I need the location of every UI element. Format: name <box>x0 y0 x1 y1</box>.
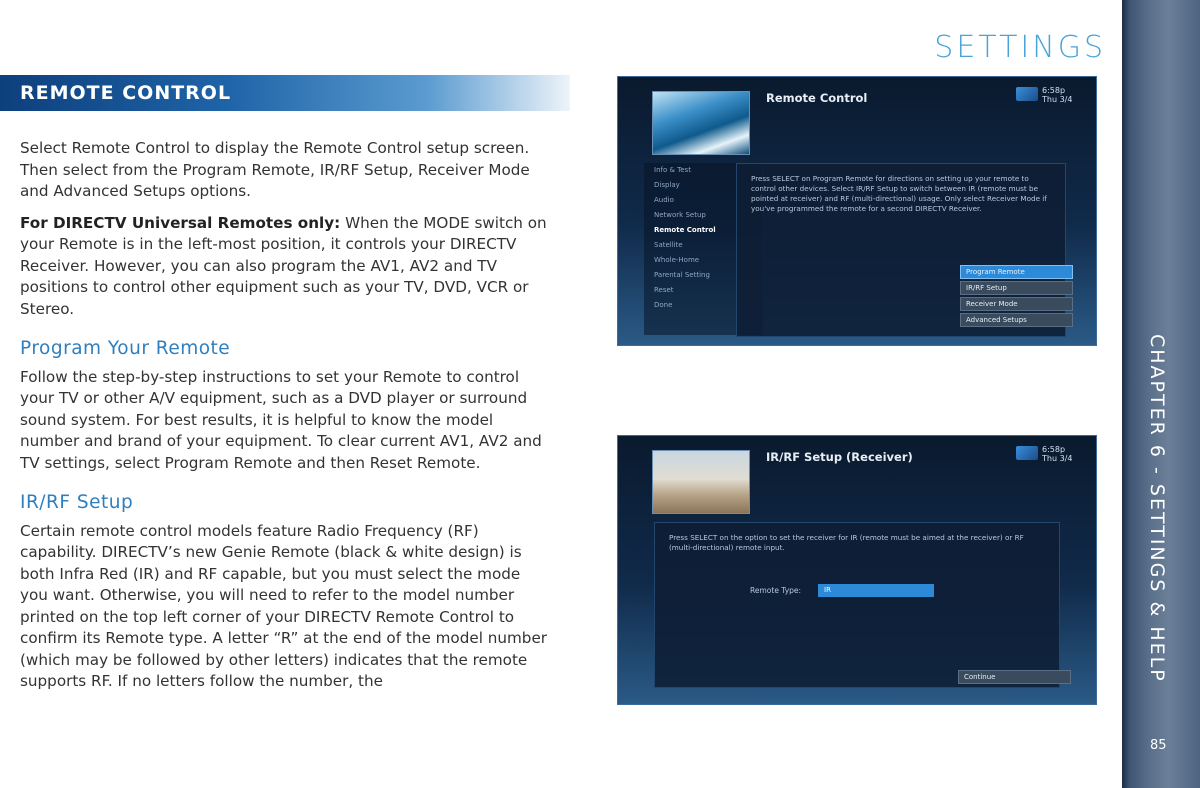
irrf-paragraph: Certain remote control models feature Radio Frequency (RF) capability. DIRECTV’s new Genie Remote (black & white design) is both Infra Red (IR) and RF capable, but you must select the mode you want. Otherwise, you will need to refer to the model number printed on the top left corner of your DIRECTV Remote Control to confirm its Remote type. A letter “R” at the end of the model number (which may be followed by other letters) indicates that the remote supports RF. If no letters follow the number, the <box>20 521 548 690</box>
section-title: REMOTE CONTROL <box>20 82 232 104</box>
program-paragraph: Follow the step-by-step instructions to set your Remote to control your TV or other A/V equipment, such as a DVD player or surround sound system. For best results, it is helpful to know the model number and brand of your equipment. To clear current AV1, AV2 and TV settings, select Program Remote and then Reset Remote. <box>20 367 542 472</box>
ir-rf-setup-button[interactable]: IR/RF Setup <box>960 281 1073 295</box>
remote-type-select[interactable]: IR <box>818 584 934 597</box>
directv-logo-icon <box>1016 87 1038 101</box>
page-title: SETTINGS <box>934 30 1106 65</box>
program-remote-button[interactable]: Program Remote <box>960 265 1073 279</box>
panel-description: Press SELECT on Program Remote for directions on setting up your remote to control other devices. Select IR/RF Setup to switch between IR (remote must be pointed at receiver) and RF (multi-directional) usage. Only select Receiver Mode if you've programmed the remote for a second DIRECTV Receiver. <box>751 174 1047 213</box>
clock-time: 6:58p <box>1042 445 1066 454</box>
universal-label: For DIRECTV Universal Remotes only: <box>20 213 341 232</box>
menu-item[interactable]: Info & Test <box>654 166 691 174</box>
screen-title: IR/RF Setup (Receiver) <box>766 450 913 464</box>
menu-item[interactable]: Whole-Home <box>654 256 700 264</box>
receiver-mode-button[interactable]: Receiver Mode <box>960 297 1073 311</box>
menu-item[interactable]: Satellite <box>654 241 683 249</box>
continue-button[interactable]: Continue <box>958 670 1071 684</box>
menu-item[interactable]: Reset <box>654 286 674 294</box>
menu-item[interactable]: Done <box>654 301 673 309</box>
body-column <box>20 138 548 703</box>
info-panel <box>654 522 1060 688</box>
advanced-setups-button[interactable]: Advanced Setups <box>960 313 1073 327</box>
irrf-heading: IR/RF Setup <box>20 492 134 513</box>
screen-clock <box>1042 86 1076 104</box>
universal-paragraph <box>20 213 548 321</box>
program-heading: Program Your Remote <box>20 338 231 359</box>
remote-control-screenshot <box>617 76 1097 346</box>
screen-clock <box>1042 445 1076 463</box>
clock-date: Thu 3/4 <box>1042 454 1073 463</box>
page-number: 85 <box>1150 738 1167 753</box>
directv-logo-icon <box>1016 446 1038 460</box>
section-banner <box>0 75 570 111</box>
chapter-label: CHAPTER 6 - SETTINGS & HELP <box>1146 334 1168 683</box>
panel-description: Press SELECT on the option to set the receiver for IR (remote must be aimed at the receiver) or RF (multi-directional) remote input. <box>669 533 1024 552</box>
clock-date: Thu 3/4 <box>1042 95 1073 104</box>
remote-type-label: Remote Type: <box>750 586 802 595</box>
menu-item-active[interactable]: Remote Control <box>654 226 716 234</box>
menu-item[interactable]: Audio <box>654 196 674 204</box>
menu-item[interactable]: Parental Setting <box>654 271 710 279</box>
ir-rf-setup-screenshot <box>617 435 1097 705</box>
surfer-thumbnail <box>652 91 750 155</box>
screen-title: Remote Control <box>766 91 868 105</box>
menu-item[interactable]: Network Setup <box>654 211 706 219</box>
biker-thumbnail <box>652 450 750 514</box>
intro-paragraph: Select Remote Control to display the Remote Control setup screen. Then select from the Program Remote, IR/RF Setup, Receiver Mode and Advanced Setups options. <box>20 139 530 200</box>
clock-time: 6:58p <box>1042 86 1066 95</box>
menu-item[interactable]: Display <box>654 181 680 189</box>
universal-text: When the MODE switch on your Remote is in the left-most position, it controls your DIRECTV Receiver. However, you can also program the AV1, AV2 and TV positions to control other equipment such as your TV, DVD, VCR or Stereo. <box>20 213 547 318</box>
